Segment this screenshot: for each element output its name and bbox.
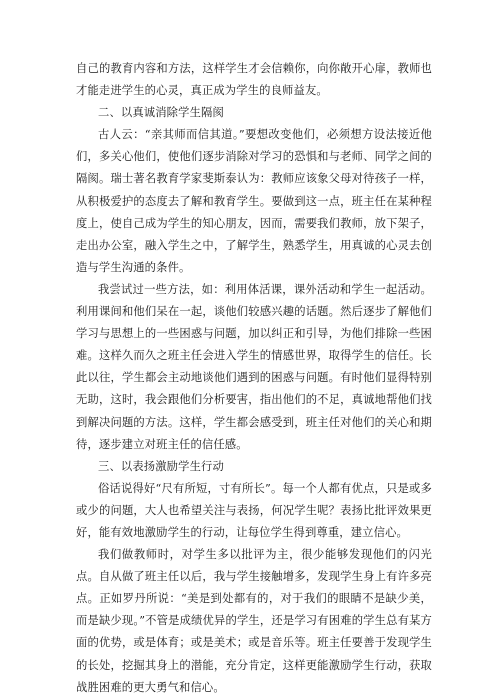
paragraph-intro: 自己的教育内容和方法，这样学生才会信赖你，向你敞开心扉，教师也才能走进学生的心灵，真正成为学生的良师益友。 bbox=[76, 62, 432, 98]
document-body bbox=[76, 58, 432, 699]
paragraph-methods: 我尝试过一些方法，如：利用体活课，课外活动和学生一起活动。利用课间和他们呆在一起，谈他们较感兴趣的话题。然后逐步了解他们学习与思想上的一些困惑与问题，加以纠正和引导，为他们排除一些困难。这样久而久之班主任会进入学生的情感世界，取得学生的信任。长此以往，学生都会主动地谈他们遇到的困惑与问题。有时他们显得特别无助，这时，我会跟他们分析要害，指出他们的不足，真诚地帮他们找到解决问题的方法。这样，学生都会感受到，班主任对他们的关心和期待，逐步建立对班主任的信任感。 bbox=[76, 282, 432, 451]
section-heading-2: 二、以真诚消除学生隔阂 bbox=[98, 106, 224, 120]
paragraph-strengths: 我们做教师时，对学生多以批评为主，很少能够发现他们的闪光点。自从做了班主任以后，我与学生接触增多，发现学生身上有许多亮点。正如罗丹所说：“美是到处都有的，对于我们的眼睛不是缺少美，而是缺少现。”不管是成绩优异的学生，还是学习有困难的学生总有某方面的优势，或是体育；或是美术；或是音乐等。班主任要善于发现学生的长处，挖掘其身上的潜能，充分肯定，这样更能激励学生行动，获取战胜困难的更大勇气和信心。 bbox=[76, 548, 432, 694]
paragraph-quote-teacher: 古人云：“亲其师而信其道。”要想改变他们，必须想方设法接近他们，多关心他们，使他们逐步消除对学习的恐惧和与老师、同学之间的隔阂。瑞士著名教育学家斐斯泰认为：教师应该象父母对待孩子一样，从积极爱护的态度去了解和教育学生。要做到这一点，班主任在某种程度上，使自己成为学生的知心朋友，因而，需要我们教师，放下架子，走出办公室，融入学生之中，了解学生，熟悉学生，用真诚的心灵去创造与学生沟通的条件。 bbox=[76, 128, 432, 274]
paragraph-praise: 俗话说得好“尺有所短，寸有所长”。每一个人都有优点，只是或多或少的问题，大人也希望关注与表扬，何况学生呢？表扬比批评效果更好，能有效地激励学生的行动，让每位学生得到尊重，建立信心。 bbox=[76, 481, 432, 539]
section-heading-3: 三、以表扬激励学生行动 bbox=[98, 459, 224, 473]
